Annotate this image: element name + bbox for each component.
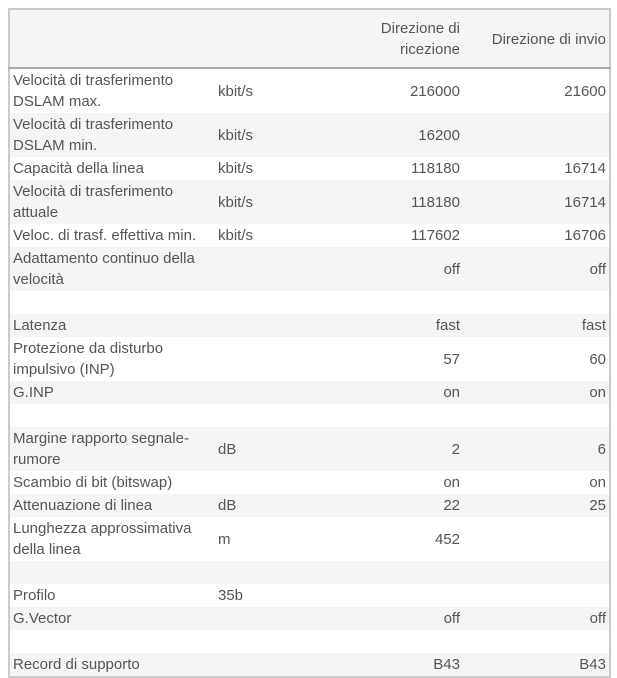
- header-receive-direction: Direzione di ricezione: [315, 9, 463, 68]
- row-value-tx: off: [589, 260, 606, 278]
- table-row: [9, 494, 610, 517]
- row-label: Veloc. di trasf. effettiva min.: [13, 227, 197, 244]
- row-label: Velocità di trasferimento attuale: [13, 183, 174, 221]
- row-label: Adattamento continuo della velocità: [13, 250, 195, 288]
- row-value-rx: on: [443, 474, 460, 491]
- row-value-tx: fast: [581, 317, 606, 334]
- row-value-tx: B43: [579, 656, 606, 673]
- table-row: [9, 607, 610, 630]
- row-value-tx: 21600: [564, 82, 606, 100]
- row-label: Lunghezza approssimativa della linea: [13, 520, 192, 558]
- row-value-tx: on: [589, 384, 606, 401]
- header-unit-column: [215, 9, 315, 68]
- row-label: Velocità di trasferimento DSLAM min.: [13, 116, 174, 154]
- row-value-rx: off: [443, 610, 460, 627]
- row-unit: [215, 653, 315, 677]
- row-value-rx: 118180: [411, 160, 460, 177]
- table-body: [9, 68, 610, 677]
- row-unit: [215, 291, 315, 314]
- row-value-tx: [463, 291, 610, 314]
- row-unit: [215, 471, 315, 494]
- row-label: Velocità di trasferimento DSLAM max.: [13, 72, 174, 110]
- table-row: [9, 157, 610, 180]
- row-value-rx: 2: [451, 440, 460, 458]
- spacer-row: [9, 291, 610, 314]
- row-label: Protezione da disturbo impulsivo (INP): [13, 340, 164, 378]
- row-unit: [215, 404, 315, 427]
- row-unit: [215, 381, 315, 404]
- row-label: Margine rapporto segnale-rumore: [13, 430, 189, 468]
- row-value-rx: 22: [443, 497, 460, 514]
- row-unit: [215, 561, 315, 584]
- row-unit: [215, 247, 315, 291]
- table-row: [9, 247, 610, 291]
- row-value-tx: [463, 113, 610, 157]
- table-row: [9, 68, 610, 113]
- row-label: [9, 404, 215, 427]
- row-label: Profilo: [13, 587, 56, 604]
- row-value-tx: 60: [589, 350, 606, 368]
- row-label: Attenuazione di linea: [13, 497, 153, 514]
- row-value-rx: [315, 291, 463, 314]
- row-value-rx: B43: [433, 656, 460, 673]
- table-row: [9, 471, 610, 494]
- row-unit: [215, 607, 315, 630]
- table-row: [9, 180, 610, 224]
- table-row: [9, 653, 610, 677]
- row-value-rx: 118180: [411, 193, 460, 211]
- row-value-tx: 25: [589, 497, 606, 514]
- row-value-rx: on: [443, 384, 460, 401]
- row-value-tx: on: [589, 474, 606, 491]
- row-value-rx: [315, 404, 463, 427]
- row-label: [9, 291, 215, 314]
- row-value-rx: off: [443, 260, 460, 278]
- row-value-tx: [463, 630, 610, 653]
- table-row: [9, 314, 610, 337]
- row-value-rx: [315, 561, 463, 584]
- table-row: [9, 584, 610, 607]
- row-label: G.INP: [13, 384, 54, 401]
- table-row: [9, 381, 610, 404]
- row-label: [9, 630, 215, 653]
- row-value-tx: [463, 517, 610, 561]
- row-value-rx: fast: [435, 317, 460, 334]
- row-unit: kbit/s: [218, 193, 254, 211]
- row-label: Record di supporto: [13, 656, 140, 673]
- table-row: [9, 113, 610, 157]
- row-unit: [215, 630, 315, 653]
- row-value-rx: [315, 630, 463, 653]
- header-send-direction: Direzione di invio: [463, 9, 610, 68]
- row-value-tx: 6: [597, 440, 606, 458]
- row-value-rx: 216000: [409, 82, 460, 100]
- row-unit: dB: [218, 497, 237, 514]
- table-row: [9, 427, 610, 471]
- row-value-rx: 452: [434, 530, 460, 548]
- row-value-tx: 16714: [564, 193, 606, 211]
- row-value-tx: [463, 561, 610, 584]
- row-unit: kbit/s: [218, 160, 254, 177]
- row-value-rx: 16200: [418, 126, 460, 144]
- row-unit: kbit/s: [218, 227, 254, 244]
- row-label: Latenza: [13, 317, 67, 334]
- row-unit: [215, 337, 315, 381]
- table-row: [9, 224, 610, 247]
- row-unit: 35b: [218, 587, 244, 604]
- row-unit: m: [218, 530, 231, 548]
- row-value-tx: off: [589, 610, 606, 627]
- dsl-line-info-table: [8, 8, 611, 678]
- row-value-tx: 16706: [564, 227, 606, 244]
- spacer-row: [9, 630, 610, 653]
- row-unit: kbit/s: [218, 82, 254, 100]
- spacer-row: [9, 404, 610, 427]
- row-unit: kbit/s: [218, 126, 254, 144]
- table-row: [9, 517, 610, 561]
- header-row: [9, 9, 610, 68]
- row-label: Scambio di bit (bitswap): [13, 474, 173, 491]
- row-value-tx: [463, 584, 610, 607]
- row-value-rx: 117602: [411, 227, 460, 244]
- row-value-rx: 57: [443, 350, 460, 368]
- row-unit: dB: [218, 440, 237, 458]
- table-row: [9, 337, 610, 381]
- table-header: [9, 9, 610, 68]
- row-value-tx: [463, 404, 610, 427]
- row-value-tx: 16714: [564, 160, 606, 177]
- spacer-row: [9, 561, 610, 584]
- row-label: G.Vector: [13, 610, 72, 627]
- row-label: Capacità della linea: [13, 160, 144, 177]
- row-unit: [215, 314, 315, 337]
- header-label-column: [9, 9, 215, 68]
- row-value-rx: [315, 584, 463, 607]
- row-label: [9, 561, 215, 584]
